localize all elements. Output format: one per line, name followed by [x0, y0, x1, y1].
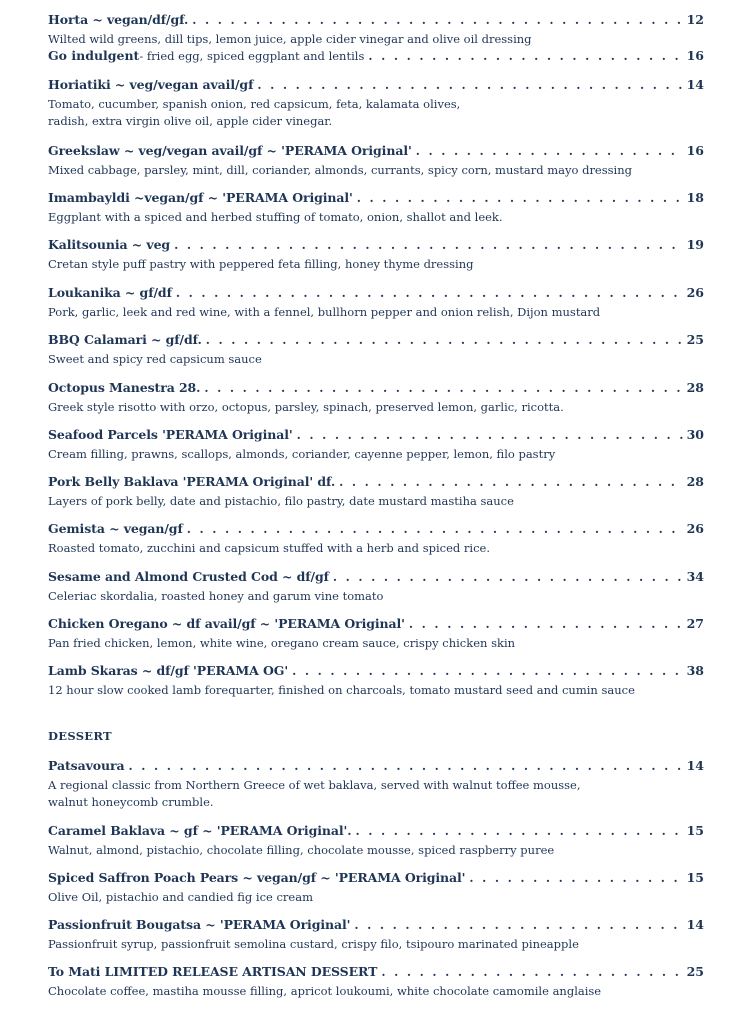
item-price: 28 [686, 380, 704, 395]
item-name: Imambayldi ~vegan/gf ~ 'PERAMA Original' [48, 190, 353, 205]
item-name: Kalitsounia ~ veg [48, 237, 171, 252]
item-name: Spiced Saffron Poach Pears ~ vegan/gf ~ 'PERAMA Original' [48, 870, 466, 885]
item-price: 16 [686, 143, 704, 158]
item-price: 26 [686, 521, 704, 536]
menu-item [48, 143, 704, 179]
item-description: walnut honeycomb crumble. [48, 795, 214, 809]
item-price: 18 [686, 190, 704, 205]
item-description: Chocolate coffee, mastiha mousse filling, apricot loukoumi, white chocolate camomile anglaise [48, 984, 602, 998]
item-price: 12 [686, 12, 704, 27]
dot-leader [257, 78, 682, 92]
menu-item [48, 237, 704, 273]
item-description: Wilted wild greens, dill tips, lemon juice, apple cider vinegar and olive oil dressing [48, 32, 532, 46]
go-indulgent-name: Go indulgent [48, 48, 140, 63]
item-description: Tomato, cucumber, spanish onion, red capsicum, feta, kalamata olives, [48, 97, 461, 111]
menu-item [48, 190, 704, 226]
go-indulgent-line [48, 48, 704, 66]
item-description: A regional classic from Northern Greece of wet baklava, served with walnut toffee mousse, [48, 778, 581, 792]
item-price: 14 [686, 77, 704, 92]
item-description: Roasted tomato, zucchini and capsicum stuffed with a herb and spiced rice. [48, 541, 490, 555]
item-name: Passionfruit Bougatsa ~ 'PERAMA Original' [48, 917, 351, 932]
menu-item [48, 332, 704, 368]
item-name: Lamb Skaras ~ df/gf 'PERAMA OG' [48, 663, 289, 678]
item-description: Greek style risotto with orzo, octopus, parsley, spinach, preserved lemon, garlic, ricotta. [48, 400, 564, 414]
menu-item [48, 380, 704, 416]
item-price: 25 [686, 964, 704, 979]
dot-leader [206, 333, 683, 347]
dot-leader [176, 286, 683, 300]
dessert-item [48, 917, 704, 953]
item-name: Chicken Oregano ~ df avail/gf ~ 'PERAMA Original' [48, 616, 405, 631]
item-price: 14 [686, 917, 704, 932]
dot-leader [204, 381, 682, 395]
item-name: Horiatiki ~ veg/vegan avail/gf [48, 77, 254, 92]
go-indulgent-price: 16 [686, 48, 704, 63]
dot-leader [339, 475, 682, 489]
menu-item [48, 569, 704, 605]
dot-leader [368, 49, 682, 63]
dot-leader [297, 428, 683, 442]
item-description: Cream filling, prawns, scallops, almonds, coriander, cayenne pepper, lemon, filo pastry [48, 447, 556, 461]
menu-item [48, 427, 704, 463]
item-name: Gemista ~ vegan/gf [48, 521, 183, 536]
item-name: Caramel Baklava ~ gf ~ 'PERAMA Original'. [48, 823, 352, 838]
item-description: Celeriac skordalia, roasted honey and garum vine tomato [48, 589, 384, 603]
item-name: Horta ~ vegan/df/gf. [48, 12, 189, 27]
dot-leader [355, 824, 682, 838]
item-price: 34 [686, 569, 704, 584]
dot-leader [357, 191, 683, 205]
item-description: Sweet and spicy red capsicum sauce [48, 352, 262, 366]
dot-leader [409, 617, 683, 631]
dessert-item [48, 870, 704, 906]
dessert-item [48, 758, 704, 811]
item-name: Greekslaw ~ veg/vegan avail/gf ~ 'PERAMA Original' [48, 143, 412, 158]
item-price: 38 [686, 663, 704, 678]
menu-item [48, 285, 704, 321]
item-description: Pan fried chicken, lemon, white wine, oregano cream sauce, crispy chicken skin [48, 636, 516, 650]
dot-leader [187, 522, 683, 536]
dot-leader [192, 13, 682, 27]
item-description: Passionfruit syrup, passionfruit semolina custard, crispy filo, tsipouro marinated pineapple [48, 937, 579, 951]
dot-leader [292, 664, 683, 678]
dot-leader [416, 144, 683, 158]
item-price: 15 [686, 823, 704, 838]
item-name: Loukanika ~ gf/df [48, 285, 172, 300]
item-price: 25 [686, 332, 704, 347]
dot-leader [174, 238, 683, 252]
dessert-item [48, 823, 704, 859]
item-price: 30 [686, 427, 704, 442]
item-description: 12 hour slow cooked lamb forequarter, finished on charcoals, tomato mustard seed and cumin sauce [48, 683, 635, 697]
item-price: 26 [686, 285, 704, 300]
dot-leader [333, 570, 683, 584]
dessert-item [48, 964, 704, 1000]
item-name: Patsavoura [48, 758, 125, 773]
item-name: Pork Belly Baklava 'PERAMA Original' df. [48, 474, 336, 489]
item-name: Seafood Parcels 'PERAMA Original' [48, 427, 293, 442]
menu-item [48, 663, 704, 699]
dessert-heading: DESSERT [48, 729, 112, 743]
item-price: 15 [686, 870, 704, 885]
dot-leader [128, 759, 682, 773]
menu-item [48, 616, 704, 652]
item-description: Cretan style puff pastry with peppered feta filling, honey thyme dressing [48, 257, 474, 271]
dot-leader [381, 965, 682, 979]
item-description: radish, extra virgin olive oil, apple cider vinegar. [48, 114, 333, 128]
item-price: 19 [686, 237, 704, 252]
menu-item [48, 77, 704, 130]
menu-item [48, 521, 704, 557]
item-name: Sesame and Almond Crusted Cod ~ df/gf [48, 569, 329, 584]
item-price: 27 [686, 616, 704, 631]
item-description: Mixed cabbage, parsley, mint, dill, coriander, almonds, currants, spicy corn, mustard mayo dressing [48, 163, 632, 177]
dot-leader [469, 871, 682, 885]
menu-item [48, 474, 704, 510]
item-description: Walnut, almond, pistachio, chocolate filling, chocolate mousse, spiced raspberry puree [48, 843, 555, 857]
item-name: To Mati LIMITED RELEASE ARTISAN DESSERT [48, 964, 378, 979]
item-description: Pork, garlic, leek and red wine, with a fennel, bullhorn pepper and onion relish, Dijon mustard [48, 305, 601, 319]
item-description: Layers of pork belly, date and pistachio, filo pastry, date mustard mastiha sauce [48, 494, 514, 508]
item-description: Olive Oil, pistachio and candied fig ice cream [48, 890, 313, 904]
item-price: 14 [686, 758, 704, 773]
go-indulgent-text: - fried egg, spiced eggplant and lentils [139, 49, 365, 63]
item-name: Octopus Manestra 28. [48, 380, 201, 395]
item-name: BBQ Calamari ~ gf/df. [48, 332, 202, 347]
item-description: Eggplant with a spiced and herbed stuffing of tomato, onion, shallot and leek. [48, 210, 503, 224]
menu-item [48, 12, 704, 66]
dot-leader [354, 918, 682, 932]
item-price: 28 [686, 474, 704, 489]
